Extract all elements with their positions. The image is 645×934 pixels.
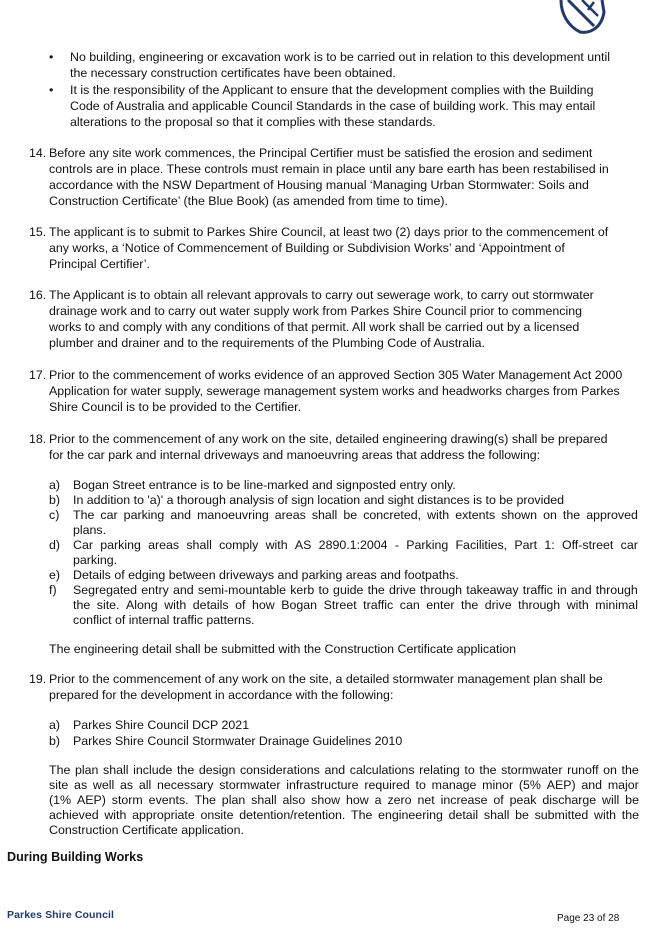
condition-19-paragraph-line [49,762,639,778]
word: discharge [542,793,597,807]
word: parking [100,538,141,552]
word: drive [484,598,512,612]
condition-19-line: Prior to the commencement of any work on the site, a detailed stormwater management plan shall be [49,672,603,686]
word: Bogan [281,598,318,612]
condition-15-line: Principal Certifier’. [49,257,150,271]
condition-19-paragraph-line: Construction Certificate application. [49,823,244,837]
word: achieved [49,808,99,822]
word: with [265,538,288,552]
word: shall [103,763,129,777]
word: a [374,793,382,807]
word: shown [501,508,538,522]
word: detention/retention. [239,808,346,822]
word: The [73,508,95,522]
word: the [562,508,581,522]
word: the [367,583,385,597]
word: AEP) [76,793,106,807]
word: drive [388,583,416,597]
bullet-line: the necessary construction certificates have been obtained. [70,66,396,80]
word: to [415,778,426,792]
sub-item-label: d) [49,538,61,552]
word: peak [509,793,537,807]
condition-17-line: Prior to the commencement of works evidence of an approved Section 305 Water Management Act 2000 [49,368,623,382]
word: also [282,793,306,807]
word: engineering [378,808,443,822]
bullet-line: It is the responsibility of the Applicant to ensure that the development complies with the Building [70,83,594,97]
bullet-symbol: • [49,83,54,97]
condition-19-paragraph-line [49,792,639,808]
word: to [464,763,475,777]
word: be [625,793,639,807]
condition-14-line: Before any site work commences, the Principal Certifier must be satisfied the erosion and sediment [49,146,593,160]
condition-19-paragraph-line [49,807,639,823]
word: areas [148,538,180,552]
sub-item-label: c) [49,508,60,522]
word: on [603,763,617,777]
word: appropriate [132,808,195,822]
word: stormwater [219,778,281,792]
word: the [73,598,91,612]
word: and [324,763,346,777]
condition-number: 17. [29,368,47,382]
sub-item-text: plans. [73,523,107,537]
word: extents [455,508,496,522]
word: and [173,583,194,597]
word: storm [111,793,143,807]
word: minimal [595,598,638,612]
condition-15-line: The applicant is to submit to Parkes Shire Council, at least two (2) days prior to the commencement of [49,225,609,239]
condition-number: 18. [29,432,47,446]
sub-item-text [73,537,638,553]
word: the [621,763,639,777]
word: will [602,793,620,807]
word: the [176,763,195,777]
word: The [351,808,373,822]
word: on [543,508,557,522]
word: to [318,583,329,597]
bullet-line: alterations to the proposal so that it complies with these standards. [70,115,436,129]
word: the [461,598,479,612]
word: site [49,778,69,792]
word: be [515,808,529,822]
condition-number: 19. [29,672,47,686]
condition-19-line: prepared for the development in accordance with the following: [49,688,394,702]
word: show [311,793,341,807]
word: The [194,793,216,807]
word: well [92,778,115,792]
word: include [133,763,173,777]
word: Parking [406,538,449,552]
word: can [399,598,420,612]
word: Segregated [73,583,138,597]
word: zero [387,793,412,807]
word: concreted, [363,508,422,522]
sub-item-text [73,507,638,523]
word: required [364,778,410,792]
word: with [104,808,127,822]
sub-item-label: b) [49,734,61,748]
sub-item-label: a) [49,478,61,492]
word: details [192,598,229,612]
condition-14-line: accordance with the NSW Department of Housing manual ‘Managing Urban Stormwater: Soils and [49,178,589,192]
word: Facilities, [455,538,508,552]
word: necessary [157,778,214,792]
word: net [417,793,435,807]
sub-item-text: Parkes Shire Council Stormwater Drainage Guidelines 2010 [73,734,403,748]
footer-organisation: Parkes Shire Council [7,909,115,921]
word: detail [448,808,479,822]
condition-19-paragraph-line [49,777,639,793]
word: the [621,808,639,822]
word: kerb [290,583,315,597]
condition-17-line: Application for water supply, sewerage management system works and headworks charges from Parkes [49,384,620,398]
word: as [120,778,134,792]
word: in [557,583,567,597]
word: the [479,763,497,777]
word: Along [126,598,158,612]
word: through [420,583,463,597]
word: plan [74,763,99,777]
condition-number: 15. [29,225,47,239]
word: 1: [544,538,555,552]
sub-item-text: In addition to 'a)' a thorough analysis of sign location and sight distances is to be provided [73,493,565,507]
condition-17-line: Shire Council is to be provided to the Certifier. [49,400,302,414]
word: traffic [522,583,553,597]
word: infrastructure [286,778,359,792]
bullet-line: Code of Australia and applicable Council Standards in the case of building work. This may entail [70,99,596,113]
word: Off-street [561,538,614,552]
word: submitted [534,808,589,822]
sub-item-text: Details of edging between driveways and parking areas and footpaths. [73,568,459,582]
condition-16-line: works to and comply with any conditions of that permit. All work shall be carried out by a licensed [49,320,580,334]
sub-item-label: f) [49,583,57,597]
sub-item-text [73,597,638,613]
word: shall [186,538,212,552]
word: how [346,793,369,807]
word: shall [311,508,338,522]
condition-number: 16. [29,288,47,302]
sub-item-text: Parkes Shire Council DCP 2021 [73,718,250,732]
sub-item-label: b) [49,493,61,507]
condition-15-line: any works, a ‘Notice of Commencement of Building or Subdivision Works’ and ‘Appointment of [49,241,565,255]
word: Street [323,598,357,612]
word: and [170,508,192,522]
sub-item-text: Bogan Street entrance is to be line-marked and signposted entry only. [73,478,456,492]
bullet-line: No building, engineering or excavation work is to be carried out in relation to this development until [70,50,610,64]
condition-16-line: plumber and drainer and to the requirements of the Plumbing Code of Australia. [49,336,485,350]
word: with [164,598,187,612]
word: (5% [518,778,541,792]
word: shall [483,808,510,822]
word: considerations [239,763,320,777]
word: Car [73,538,93,552]
word: events. [148,793,189,807]
word: as [74,778,88,792]
word: manage [431,778,477,792]
word: with [566,598,589,612]
condition-18-line: for the car park and internal driveways and manoeuvring areas that address the following: [49,448,541,462]
word: - [394,538,399,552]
word: of [235,598,246,612]
council-logo-icon [558,0,606,34]
word: guide [333,583,364,597]
word: AEP) [546,778,576,792]
condition-14-line: controls are in place. These controls must remain in place until any bare earth has been restabilised in [49,162,609,176]
condition-14-line: Construction Certificate’ (the Blue Book) (as amended from time to time). [49,194,448,208]
word: The [49,763,71,777]
condition-16-line: drainage work and to carry out water supply work from Parkes Shire Council prior to commencing [49,304,583,318]
word: stormwater [501,763,563,777]
word: approved [586,508,638,522]
word: 2890.1:2004 [318,538,388,552]
word: onsite [200,808,234,822]
word: with [427,508,450,522]
word: of [493,793,504,807]
word: traffic [363,598,394,612]
word: how [251,598,275,612]
bullet-symbol: • [49,50,54,64]
condition-number: 14. [29,146,47,160]
word: car [620,538,638,552]
word: site. [96,598,120,612]
word: minor [482,778,514,792]
word: runoff [567,763,599,777]
condition-16-line: The Applicant is to obtain all relevant approvals to carry out sewerage work, to carry out stormwater [49,288,594,302]
word: takeaway [466,583,519,597]
word: calculations [349,763,415,777]
word: and [581,778,603,792]
word: major [607,778,639,792]
word: areas [274,508,306,522]
word: increase [440,793,488,807]
sub-item-text: parking. [73,553,118,567]
word: entry [141,583,169,597]
section-heading: During Building Works [7,850,144,864]
word: (1% [49,793,72,807]
word: parking [123,508,165,522]
word: manoeuvring [197,508,269,522]
sub-item-text: conflict of internal traffic patterns. [73,613,255,627]
condition-18-note: The engineering detail shall be submitted with the Construction Certificate application [49,642,516,656]
word: with [594,808,617,822]
word: and [570,583,592,597]
word: comply [219,538,259,552]
word: plan [221,793,246,807]
word: design [198,763,236,777]
word: Part [514,538,538,552]
word: be [343,508,358,522]
word: through [595,583,638,597]
word: shall [251,793,277,807]
word: relating [419,763,460,777]
word: AS [294,538,312,552]
sub-item-text [73,582,638,598]
word: all [138,778,152,792]
sub-item-label: a) [49,718,61,732]
word: car [100,508,118,522]
word: through [518,598,561,612]
sub-item-label: e) [49,568,61,582]
page-number: Page 23 of 28 [557,913,620,924]
condition-18-line: Prior to the commencement of any work on the site, detailed engineering drawing(s) shall be prepared [49,432,608,446]
word: enter [426,598,455,612]
word: semi-mountable [197,583,287,597]
